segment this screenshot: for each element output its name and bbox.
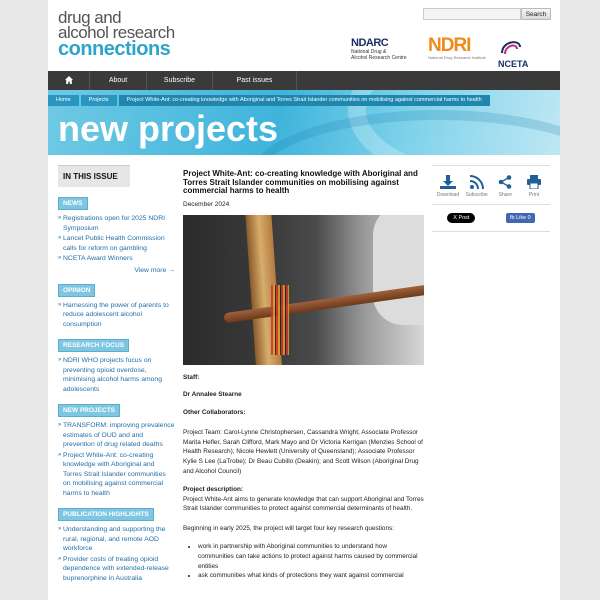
collaborators-text: Project Team: Carol-Lynne Christophersen, Cassandra Wright, Associate Professor Marita Hefler, Sarah Clifford, Mark Mayo and Dr Victoria Kerrigan (Menzies School of Health Research); Nicole Hewlett (University of Queensland); Associate Professor Kylie S Lee (LaTrobe); Dr Beau Cubillo (Deakin); and Scott Wilson (Aboriginal Drug and Alcohol Council) <box>183 428 423 476</box>
opinion-link[interactable]: » Harnessing the power of parents to reduce adolescent alcohol consumption <box>58 301 175 330</box>
page-banner <box>48 90 560 155</box>
nav-home[interactable] <box>48 71 90 90</box>
news-heading: NEWS <box>58 197 88 210</box>
page <box>48 0 560 600</box>
research-questions-intro: Beginning in early 2025, the project will target four key research questions: <box>183 525 395 533</box>
search-form <box>423 8 551 20</box>
nav-subscribe[interactable]: Subscribe <box>147 71 213 90</box>
ndarc-name: NDARC <box>351 37 389 49</box>
news-link[interactable]: » Lancet Public Health Commission calls for reform on gambling <box>58 234 175 253</box>
nceta-logo[interactable] <box>498 37 538 69</box>
nceta-swirl-icon <box>498 37 524 57</box>
print-button[interactable] <box>521 174 547 198</box>
nav-past-issues[interactable]: Past issues <box>213 71 297 90</box>
ndri-sub: National Drug Research Institute <box>428 55 486 60</box>
rss-icon <box>470 175 484 189</box>
share-button[interactable] <box>492 174 518 198</box>
article-photo <box>183 215 424 365</box>
logo-line-2: alcohol research <box>58 23 175 42</box>
download-icon <box>440 175 456 189</box>
staff-label: Staff: <box>183 373 200 381</box>
ndri-name: NDRI <box>428 35 471 56</box>
subscribe-label: Subscribe <box>465 192 488 198</box>
ndri-logo[interactable] <box>428 37 490 60</box>
sidebar <box>58 165 175 584</box>
ndarc-sub-1: National Drug & <box>351 49 387 55</box>
research-questions-list <box>183 542 424 581</box>
search-input[interactable] <box>423 8 521 20</box>
breadcrumb-home[interactable]: Home <box>48 95 79 106</box>
in-this-issue-heading: IN THIS ISSUE <box>58 165 130 187</box>
ndarc-logo[interactable] <box>351 37 421 61</box>
breadcrumb <box>48 95 492 106</box>
list-item: • work in partnership with Aboriginal communities to understand how communities can take actions to protect against harms caused by commercial entities <box>198 542 424 571</box>
print-icon <box>527 175 541 189</box>
project-link[interactable]: » Project White-Ant: co-creating knowledge with Aboriginal and Torres Strait Islander communities on mobilising against commercial harms to health <box>58 451 175 499</box>
publication-link[interactable]: » Provider costs of treating opioid dependence with extended-release buprenorphine in Australia <box>58 555 175 584</box>
list-item: • ask communities what kinds of protections they want against commercial <box>198 571 424 581</box>
photo-tassel <box>271 285 289 355</box>
nav-about[interactable]: About <box>90 71 147 90</box>
news-section <box>58 197 175 274</box>
staff-name: Dr Annalee Stearne <box>183 391 242 399</box>
publications-section <box>58 508 175 583</box>
news-link[interactable]: » NCETA Award Winners <box>58 254 175 264</box>
article-tools <box>432 165 550 232</box>
project-link[interactable]: » TRANSFORM: improving prevalence estimates of OUD and and prevention of drug related deaths <box>58 421 175 450</box>
facebook-like-button[interactable]: fb Like 0 <box>506 213 535 223</box>
collaborators-label: Other Collaborators: <box>183 409 246 417</box>
site-logo[interactable] <box>58 10 228 60</box>
opinion-heading: OPINION <box>58 284 95 297</box>
download-button[interactable] <box>435 174 461 198</box>
article-date: December 2024 <box>183 200 230 208</box>
search-button[interactable]: Search <box>521 8 551 20</box>
logo-line-1: drug and <box>58 8 122 27</box>
nceta-name: NCETA <box>498 59 529 69</box>
banner-title: new projects <box>58 108 279 149</box>
subscribe-rss-button[interactable] <box>464 174 490 198</box>
new-projects-section <box>58 404 175 498</box>
social-buttons <box>432 205 550 232</box>
photo-sleeve <box>373 215 424 325</box>
description-label: Project description: <box>183 485 244 493</box>
logo-line-3: connections <box>58 38 171 60</box>
research-link[interactable]: » NDRI WHO projects focus on preventing opioid overdose, minimising alcohol harms among adolescents <box>58 356 175 394</box>
breadcrumb-current: Project White-Ant: co-creating knowledge with Aboriginal and Torres Strait Islander communities on mobilising against commercial harms to health <box>119 95 490 106</box>
publications-heading: PUBLICATION HIGHLIGHTS <box>58 508 154 521</box>
main-nav <box>48 71 560 90</box>
print-label: Print <box>528 192 540 198</box>
opinion-section <box>58 284 175 330</box>
download-label: Download <box>436 192 460 198</box>
article-title: Project White-Ant: co-creating knowledge with Aboriginal and Torres Strait Islander communities on mobilising against commercial harms to health <box>183 169 418 195</box>
publication-link[interactable]: » Understanding and supporting the rural, regional, and remote AOD workforce <box>58 525 175 554</box>
research-focus-section <box>58 339 175 394</box>
ndarc-sub-2: Alcohol Research Centre <box>351 55 407 61</box>
toolbar <box>432 165 550 205</box>
x-post-button[interactable]: X Post <box>447 213 475 223</box>
home-icon <box>65 76 73 84</box>
news-link[interactable]: » Registrations open for 2025 NDRI Symposium <box>58 214 175 233</box>
research-focus-heading: RESEARCH FOCUS <box>58 339 129 352</box>
banner-decoration <box>248 110 560 155</box>
new-projects-heading: NEW PROJECTS <box>58 404 120 417</box>
article <box>183 170 424 581</box>
breadcrumb-projects[interactable]: Projects <box>81 95 117 106</box>
share-icon <box>498 175 512 189</box>
description-text: Project White-Ant aims to generate knowledge that can support Aboriginal and Torres Strait Islander communities to protect against commercial determinants of health. <box>183 495 424 513</box>
view-more-link[interactable]: View more → <box>134 266 175 274</box>
share-label: Share <box>498 192 512 198</box>
